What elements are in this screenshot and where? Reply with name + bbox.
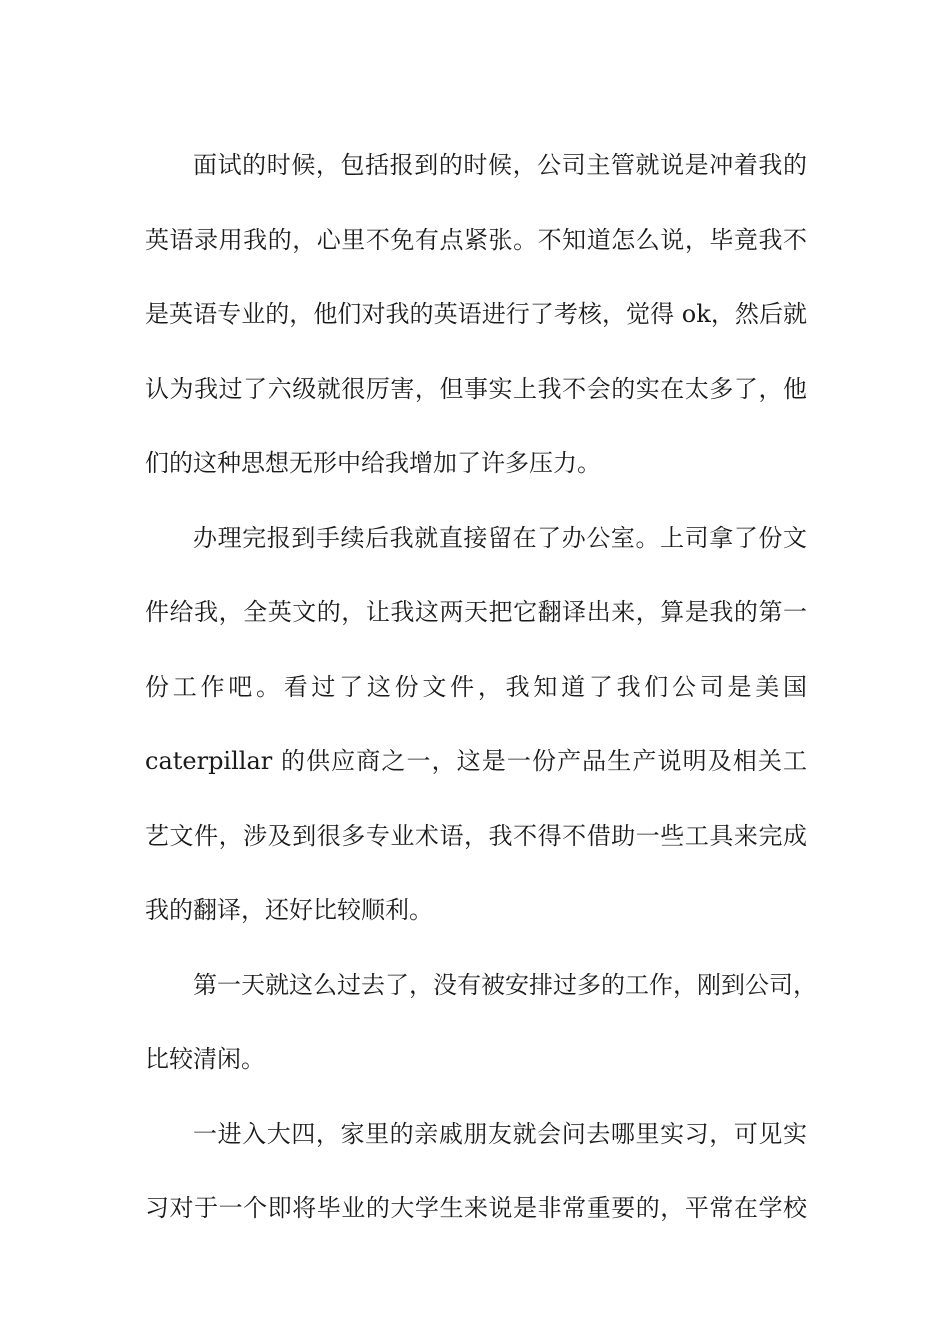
paragraph-1-line-2: 英语录用我的，心里不免有点紧张。不知道怎么说，毕竟我不 <box>145 225 807 254</box>
paragraph-3-line-2: 比较清闲。 <box>145 1045 265 1073</box>
paragraph-1-line-3: 是英语专业的，他们对我的英语进行了考核，觉得 ok，然后就 <box>145 300 807 328</box>
paragraph-4-line-2: 习对于一个即将毕业的大学生来说是非常重要的，平常在学校 <box>145 1194 807 1222</box>
paragraph-1-line-1: 面试的时候，包括报到的时候，公司主管就说是冲着我的 <box>193 151 807 179</box>
paragraph-2-line-3: 份工作吧。看过了这份文件，我知道了我们公司是美国 <box>145 672 807 701</box>
paragraph-1-line-4: 认为我过了六级就很厉害，但事实上我不会的实在太多了，他 <box>145 374 807 403</box>
paragraph-2-line-4: caterpillar 的供应商之一，这是一份产品生产说明及相关工 <box>145 747 807 775</box>
paragraph-2-line-6: 我的翻译，还好比较顺利。 <box>145 896 433 924</box>
paragraph-4-line-1: 一进入大四，家里的亲戚朋友就会问去哪里实习，可见实 <box>193 1119 807 1148</box>
paragraph-3-line-1: 第一天就这么过去了，没有被安排过多的工作，刚到公司， <box>193 970 817 999</box>
paragraph-2-line-2: 件给我，全英文的，让我这两天把它翻译出来，算是我的第一 <box>145 598 807 626</box>
paragraph-2-line-5: 艺文件，涉及到很多专业术语，我不得不借助一些工具来完成 <box>145 821 807 850</box>
paragraph-1-line-5: 们的这种思想无形中给我增加了许多压力。 <box>145 449 601 477</box>
document-body <box>145 128 817 1246</box>
paragraph-2-line-1: 办理完报到手续后我就直接留在了办公室。上司拿了份文 <box>193 523 807 552</box>
